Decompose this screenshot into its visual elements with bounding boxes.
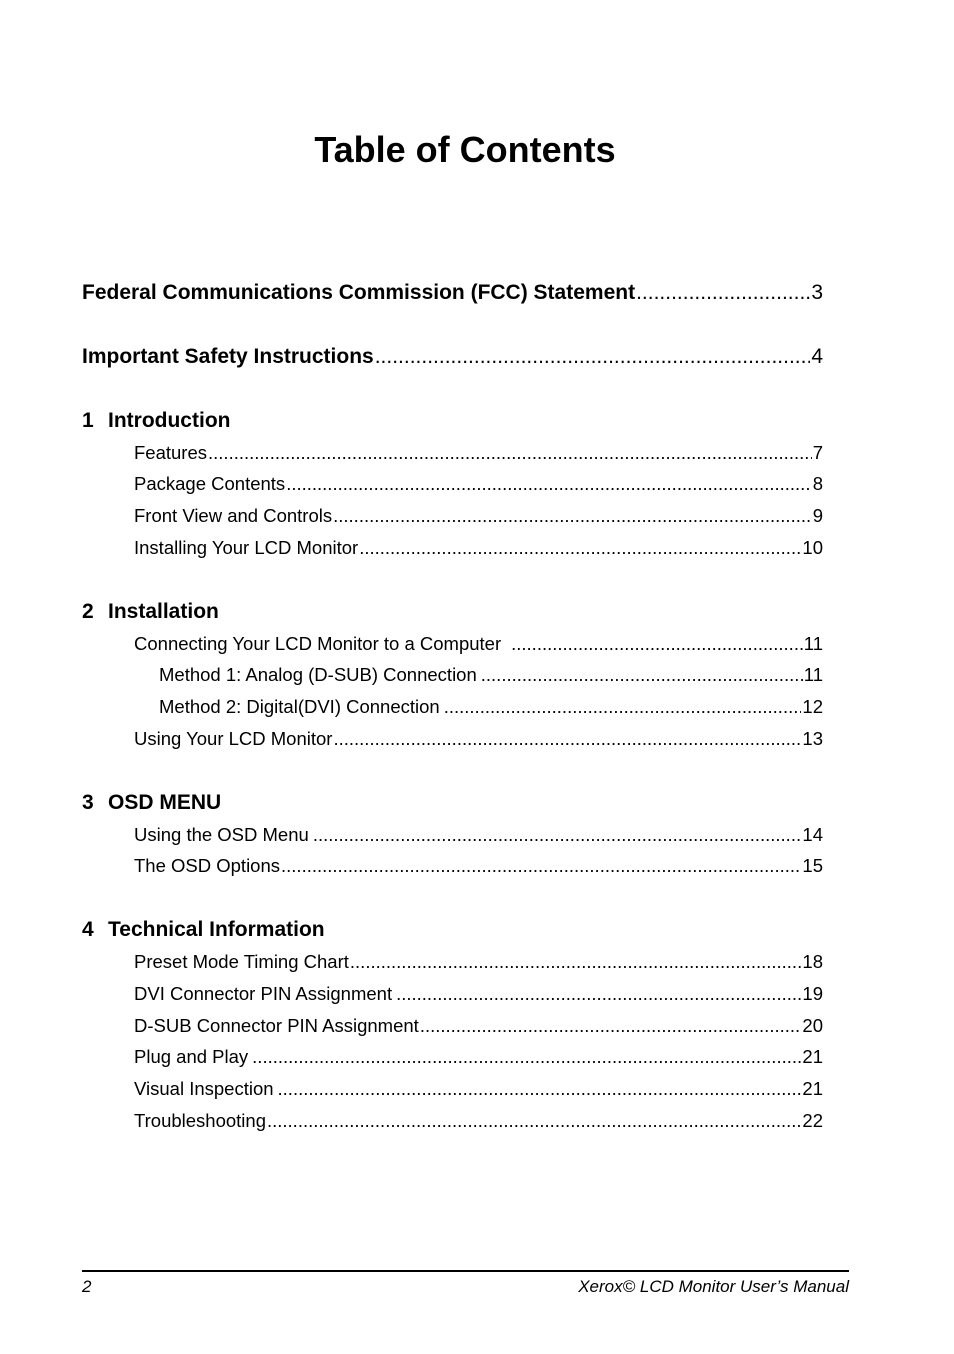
toc-entry-page: 20 <box>802 1015 823 1036</box>
toc-entry-features[interactable] <box>134 440 823 466</box>
chapter-title: Technical Information <box>108 918 325 941</box>
toc-entry-preset-mode-timing[interactable] <box>134 949 823 975</box>
toc-entry-page: 18 <box>802 951 823 972</box>
chapter-heading-osd-menu[interactable] <box>82 788 221 818</box>
dot-leader <box>278 1076 802 1102</box>
dot-leader <box>333 503 812 529</box>
toc-entry-using-osd-menu[interactable] <box>134 822 823 848</box>
toc-entry-dsub-pin-assignment[interactable] <box>134 1013 823 1039</box>
chapter-number: 1 <box>82 409 94 432</box>
dot-leader <box>375 342 811 372</box>
chapter-title: Installation <box>108 600 219 623</box>
toc-entry-page: 21 <box>802 1078 823 1099</box>
toc-entry-label: Visual Inspection <box>134 1078 274 1099</box>
chapter-title: Introduction <box>108 409 231 432</box>
toc-entry-label: Using the OSD Menu <box>134 824 309 845</box>
toc-entry-page: 11 <box>803 664 823 685</box>
toc-entry-using-monitor[interactable] <box>134 726 823 752</box>
toc-entry-package-contents[interactable] <box>134 471 823 497</box>
toc-entry-label: Plug and Play <box>134 1046 249 1067</box>
footer-divider <box>82 1270 849 1272</box>
toc-entry-fcc-statement[interactable] <box>82 278 823 308</box>
toc-entry-label: D-SUB Connector PIN Assignment <box>134 1015 419 1036</box>
toc-entry-label: Connecting Your LCD Monitor to a Computer <box>134 633 502 654</box>
toc-entry-page: 22 <box>802 1110 823 1131</box>
chapter-number: 4 <box>82 918 94 941</box>
toc-entry-page: 9 <box>812 505 823 526</box>
toc-entry-page: 11 <box>803 633 823 654</box>
toc-entry-safety-instructions[interactable] <box>82 342 823 372</box>
toc-entry-page: 8 <box>812 473 823 494</box>
toc-entry-label: Federal Communications Commission (FCC) Statement <box>82 281 636 304</box>
footer-page-number: 2 <box>82 1277 92 1296</box>
dot-leader <box>636 278 810 308</box>
toc-entry-front-view-controls[interactable] <box>134 503 823 529</box>
toc-entry-page: 15 <box>802 855 823 876</box>
toc-entry-label: Features <box>134 442 208 463</box>
toc-entry-page: 10 <box>802 537 823 558</box>
chapter-heading-introduction[interactable] <box>82 406 230 436</box>
dot-leader <box>281 853 801 879</box>
toc-entry-label: DVI Connector PIN Assignment <box>134 983 393 1004</box>
dot-leader <box>208 440 812 466</box>
dot-leader <box>286 471 812 497</box>
dot-leader <box>333 726 801 752</box>
dot-leader <box>359 535 801 561</box>
toc-entry-page: 12 <box>802 696 823 717</box>
chapter-number: 2 <box>82 600 94 623</box>
dot-leader <box>252 1044 801 1070</box>
toc-entry-page: 21 <box>802 1046 823 1067</box>
toc-entry-page: 14 <box>802 824 823 845</box>
dot-leader <box>396 981 801 1007</box>
chapter-title: OSD MENU <box>108 791 222 814</box>
toc-entry-connecting-monitor[interactable] <box>134 631 823 657</box>
dot-leader <box>350 949 802 975</box>
dot-leader <box>511 631 803 657</box>
toc-entry-label: Method 1: Analog (D-SUB) Connection <box>159 664 477 685</box>
toc-entry-label: Preset Mode Timing Chart <box>134 951 349 972</box>
toc-entry-plug-and-play[interactable] <box>134 1044 823 1070</box>
chapter-number: 3 <box>82 791 94 814</box>
toc-entry-osd-options[interactable] <box>134 853 823 879</box>
dot-leader <box>267 1108 801 1134</box>
toc-entry-label: Troubleshooting <box>134 1110 266 1131</box>
toc-entry-label: Important Safety Instructions <box>82 345 374 368</box>
toc-entry-label: Package Contents <box>134 473 286 494</box>
toc-entry-label: Front View and Controls <box>134 505 333 526</box>
dot-leader <box>313 822 802 848</box>
toc-entry-label: Installing Your LCD Monitor <box>134 537 359 558</box>
chapter-heading-installation[interactable] <box>82 597 219 627</box>
toc-entry-page: 7 <box>812 442 823 463</box>
toc-entry-page: 4 <box>811 345 823 368</box>
chapter-heading-technical-information[interactable] <box>82 915 325 945</box>
toc-entry-visual-inspection[interactable] <box>134 1076 823 1102</box>
toc-entry-installing-monitor[interactable] <box>134 535 823 561</box>
toc-entry-page: 13 <box>802 728 823 749</box>
page-title: Table of Contents <box>314 129 616 170</box>
toc-entry-method-2-digital[interactable] <box>159 694 823 720</box>
toc-entry-method-1-analog[interactable] <box>159 662 823 688</box>
toc-entry-page: 19 <box>802 983 823 1004</box>
footer-manual-title: Xerox© LCD Monitor User’s Manual <box>578 1277 849 1296</box>
dot-leader <box>420 1013 802 1039</box>
toc-entry-dvi-pin-assignment[interactable] <box>134 981 823 1007</box>
dot-leader <box>444 694 802 720</box>
toc-entry-label: The OSD Options <box>134 855 281 876</box>
toc-entry-page: 3 <box>811 281 823 304</box>
toc-entry-troubleshooting[interactable] <box>134 1108 823 1134</box>
dot-leader <box>481 662 803 688</box>
toc-entry-label: Using Your LCD Monitor <box>134 728 333 749</box>
toc-entry-label: Method 2: Digital(DVI) Connection <box>159 696 440 717</box>
